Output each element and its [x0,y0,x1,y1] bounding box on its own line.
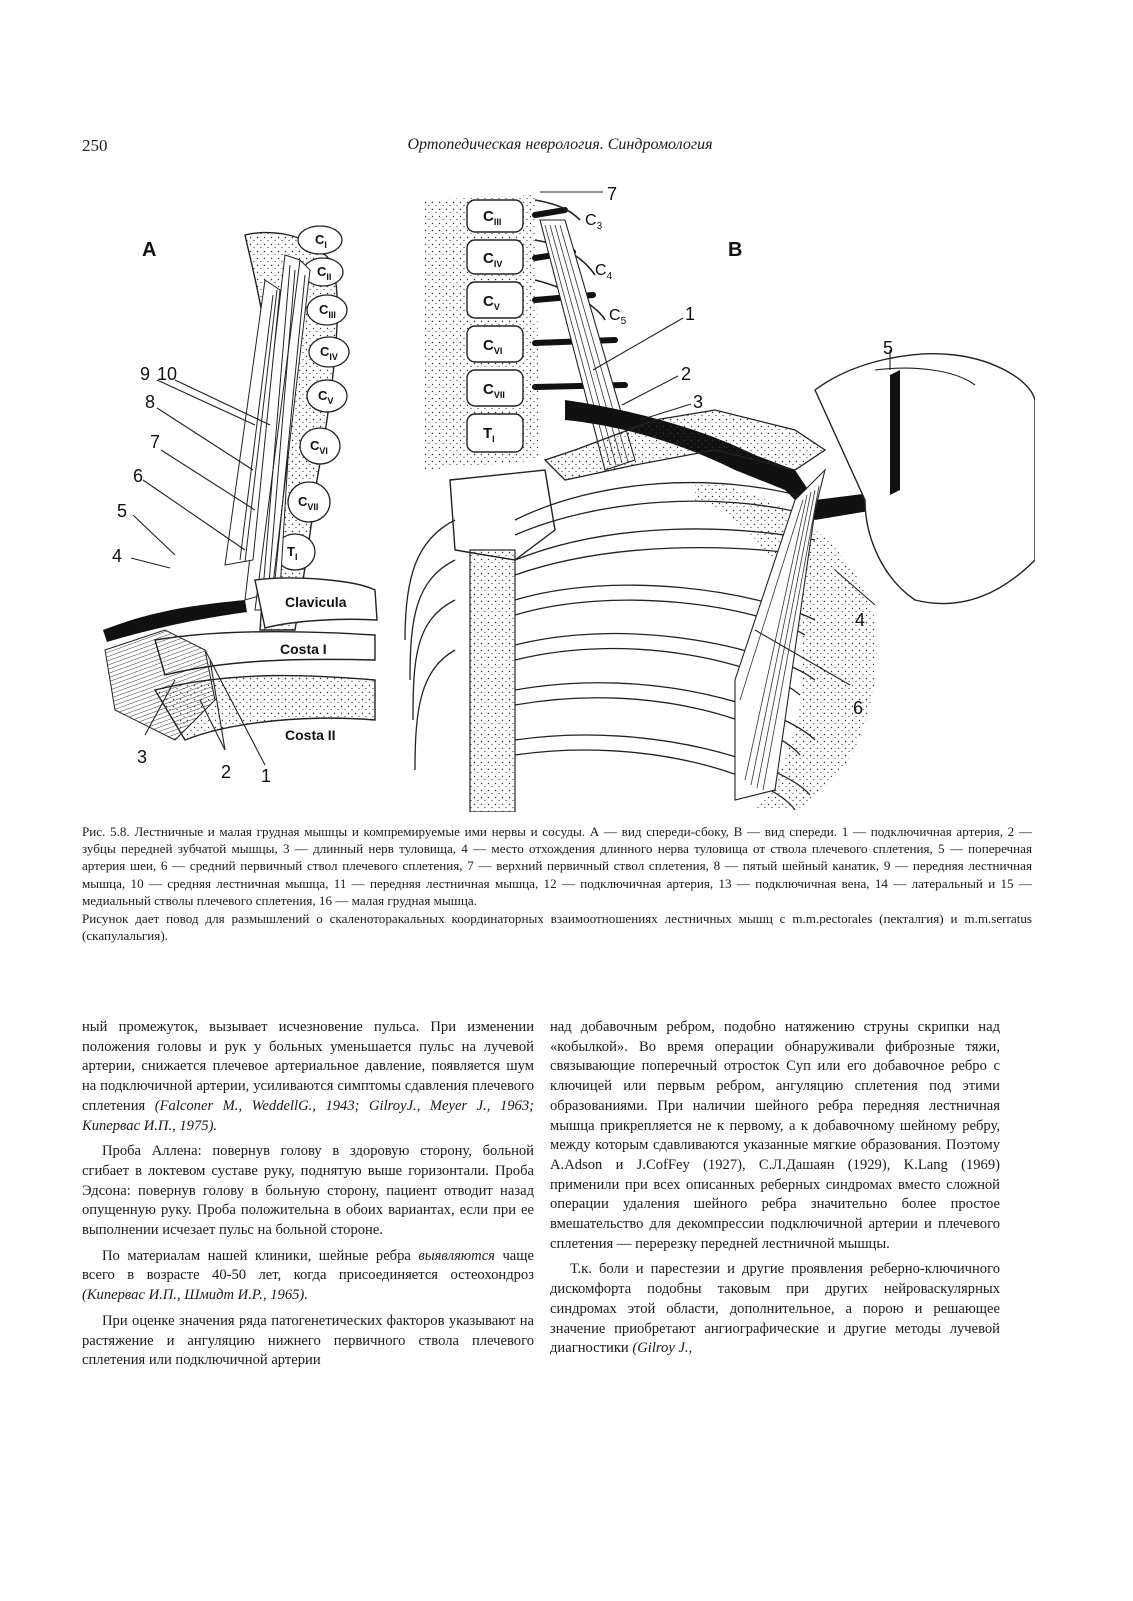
svg-text:TI: $T_I$ [483,425,495,444]
svg-text:4: 4 [855,610,866,630]
panel-a-letter: A [142,239,157,261]
left-paragraph-2: Проба Аллена: повернув голову в здоровую сторону, больной сгибает в локтевом суставе руку, поднятую выше горизонтали. Проба Эдсона: повернув голову в больную сторону, пациент отводит назад опущенную руку. Проба положительна в обоих вариантах, если при ее выполнении исчезает пульс на больной стороне. [82,1143,534,1239]
transverse-cervical-artery-b [890,370,900,495]
label-clavicula: Clavicula [285,594,347,610]
svg-text:5: 5 [117,501,128,521]
label-costa-1: Costa I [280,641,327,657]
svg-text:7: 7 [607,184,618,204]
label-costa-2: Costa II [285,727,336,743]
left-paragraph-4: При оценке значения ряда патогенетических факторов указывают на растяжение и ангуляцию нижнего первичного ствола плечевого сплетения или подключичной артерии [82,1312,534,1369]
panel-a [103,226,377,786]
panel-b-letter: B [728,239,743,261]
right-paragraph-2: Т.к. боли и парестезии и другие проявления реберно-ключичного дискомфорта подобны таковым при других нейроваскулярных синдромах этой области, дополнительное, а порою и решающее значение приобретают ангиографические и другие методы лучевой диагностики (Gilroy J., [550,1261,1000,1357]
svg-text:10: 10 [157,364,178,384]
svg-text:1: 1 [685,304,696,324]
svg-text:8: 8 [145,392,156,412]
svg-text:CIV: $C_{IV}$ [483,250,503,269]
svg-text:C4: $C_4$ [595,262,613,282]
citation: (Кипервас И.П., Шмидт И.Р., 1965). [82,1287,308,1304]
emphasis: выявляются [418,1247,495,1264]
svg-text:CII: $C_{II}$ [317,264,332,282]
svg-text:CI: $C_I$ [315,232,327,250]
caption-note: Рисунок дает повод для размышлений о скаленоторакальных координаторных взаимоотношениях лестничных мышц с m.m.pectorales (пекталгия) и m.m.serratus (скапулальгия). [82,911,1032,944]
svg-text:5: 5 [883,338,894,358]
right-column [550,1018,1000,1365]
svg-text:4: 4 [112,546,123,566]
caption-main: Рис. 5.8. Лестничные и малая грудная мышцы и компремируемые ими нервы и сосуды. А — вид спереди-сбоку, В — вид спереди. 1 — подключичная артерия, 2 — зубцы передней зубчатой мышцы, 3 — длинный нерв туловища, 4 — место отхождения длинного нерва туловища от ствола плечевого сплетения, 5 — поперечная артерия шеи, 6 — средний первичный ствол плечевого сплетения, 7 — верхний первичный ствол сплетения, 8 — пятый шейный канатик, 9 — передняя лестничная мышца, 10 — средняя лестничная мышца, 11 — передняя лестничная мышца, 12 — подключичная артерия, 13 — подключичная вена, 14 — латеральный и 15 — медиальный стволы плечевого сплетения, 16 — малая грудная мышца. [82,824,1032,908]
svg-text:CV: $C_V$ [483,293,500,312]
svg-text:6: 6 [853,698,864,718]
svg-text:C3: $C_3$ [585,212,603,232]
citation: (Gilroy J., [632,1340,693,1357]
svg-text:CIV: $C_{IV}$ [320,344,338,362]
manubrium-b [450,470,555,560]
right-paragraph-1: над добавочным ребром, подобно натяжению струны скрипки над «кобылкой». Во время операции обнаруживали фиброзные тяжи, связывающие поперечный отросток Cуп или его добавочное ребро с ключицей или первым ребром, ангуляцию сплетения под этими образованиями. При наличии шейного ребра передняя лестничная мышца прикрепляется не к первому, а к добавочному шейному ребру, между которым сдавливаются указанные мягкие образования. Поэтому A.Adson и J.CofFey (1927), С.Л.Дашаян (1929), K.Lang (1969) применили при всех описанных реберных синдромах вместо сложной операции удаления шейного ребра значительно более простое вмешательство для декомпрессии подключичной артерии и плечевого сплетения — перерезку передней лестничной мышцы. [550,1019,1000,1252]
svg-text:CVI: $C_{VI}$ [310,438,328,456]
svg-text:6: 6 [133,466,144,486]
figure-caption [82,823,1032,944]
svg-text:CVII: $C_{VII}$ [298,494,319,512]
page-number: 250 [82,136,108,155]
running-title: Ортопедическая неврология. Синдромология [407,136,713,153]
svg-text:2: 2 [681,364,692,384]
anatomical-figure [95,180,1035,812]
svg-text:CV: $C_V$ [318,388,334,406]
svg-text:3: 3 [693,392,704,412]
svg-text:1: 1 [261,766,272,786]
svg-text:CVII: $C_{VII}$ [483,381,505,400]
svg-text:2: 2 [221,762,232,782]
svg-text:C5: $C_5$ [609,307,627,327]
left-paragraph-3: По материалам нашей клиники, шейные ребра выявляются чаще всего в возрасте 40-50 лет, когда присоединяется остеохондроз (Кипервас И.П., Шмидт И.Р., 1965). [82,1247,534,1304]
svg-text:9: 9 [140,364,151,384]
panel-b [405,184,1035,812]
left-column [82,1018,534,1377]
svg-text:CIII: $C_{III}$ [483,208,502,227]
svg-text:CIII: $C_{III}$ [319,302,336,320]
svg-text:CVI: $C_{VI}$ [483,337,503,356]
citation: (Falconer M., WeddellG., 1943; GilroyJ., Meyer J., 1963; Кипервас И.П., 1975). [82,1097,534,1134]
svg-text:TI: $T_I$ [287,544,298,562]
sternum-b [470,550,515,812]
svg-text:3: 3 [137,747,148,767]
svg-text:7: 7 [150,432,161,452]
left-paragraph-1: ный промежуток, вызывает исчезновение пульса. При изменении положения головы и рук у больных уменьшается пульс на лучевой артерии, снижается плечевое артериальное давление, появляется шум на подключичной артерии, усиливаются симптомы сдавления плечевого сплетения (Falconer M., WeddellG., 1943; GilroyJ., Meyer J., 1963; Кипервас И.П., 1975). [82,1019,534,1134]
figure-drawing [95,180,1035,812]
